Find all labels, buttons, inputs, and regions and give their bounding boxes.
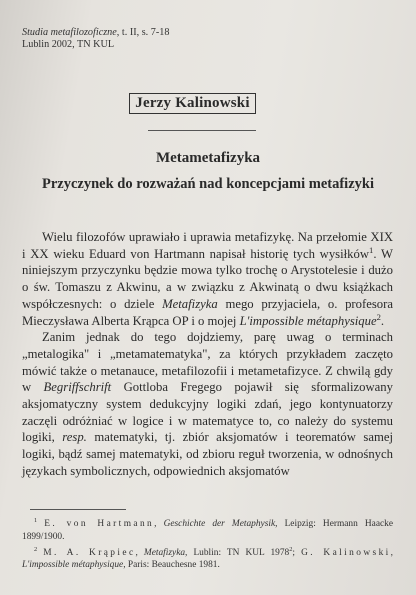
text-run: , Leipzig: Hermann Haacke 1899/1900.	[22, 519, 394, 542]
paragraph-2	[22, 329, 393, 479]
italic-title: Begriffschrift	[43, 380, 112, 395]
article-subtitle: Przyczynek do rozważań nad koncepcjami metafizyki	[42, 176, 374, 192]
journal-series: Studia metafilozoficzne	[22, 27, 117, 38]
footnote-author: E. von Hartmann	[44, 519, 155, 529]
footnote-number: 2	[34, 545, 38, 553]
text-run: ,	[390, 547, 394, 558]
text-run: . W niniejszym przyczynku będzie mowa tylko trochę o Arystotelesie i dużo o św. Tomaszu z Akwinu, a w związku z Akwinatą o dwu książkach współczesnych: o dziele	[22, 246, 393, 311]
article-title: Metametafizyka	[155, 150, 261, 166]
author-name: Jerzy Kalinowski	[129, 93, 256, 114]
author-underline-rule	[148, 130, 256, 131]
italic-term: resp.	[62, 430, 87, 445]
paragraph-1	[22, 229, 393, 329]
text-run: ,	[135, 547, 144, 558]
text-run: , Paris: Beauchesne 1981.	[123, 560, 220, 571]
text-run: Gottloba Fregego pojawił się sformalizowany aksjomatyczny system dedukcyjny logiki zdań, jego kontynuatorzy zaczęli odróżniać w logice i w matematyce to, co należy do systemu logiki,	[22, 380, 393, 445]
footnotes	[22, 518, 393, 575]
footnote-rule	[30, 509, 126, 510]
text-run: matematyki, tj. zbiór aksjomatów i teorematów samej logiki, bądź samej matematyki, od zbioru reguł tworzenia, w odnośnych językach symbolicznych, odpowiednich aksjomatów	[22, 430, 393, 478]
publisher-line: Lublin 2002, TN KUL	[22, 39, 115, 50]
footnote-number: 1	[34, 516, 38, 524]
footnote-author: G. Kalinowski	[301, 547, 391, 558]
footnote-work: Geschichte der Metaphysik	[163, 519, 276, 529]
text-run: Wielu filozofów uprawiało i uprawia metafizykę. Na przełomie XIX i XX wieku Eduard von Hartmann napisał historię tych wysiłków	[22, 230, 393, 261]
text-run: , Lublin: TN KUL 1978	[185, 547, 290, 558]
text-run: ,	[154, 519, 164, 529]
footnote-author: M. A. Krąpiec	[43, 547, 136, 558]
footnote-ref-2: 2	[376, 311, 381, 322]
footnote-ref-1: 1	[369, 244, 374, 255]
journal-header	[22, 27, 169, 51]
italic-title: L'impossible métaphysique	[239, 313, 377, 328]
article-body	[22, 229, 393, 480]
italic-title: Metafizyka	[162, 296, 218, 311]
edition-number: 2	[289, 545, 293, 553]
text-run: .	[380, 313, 385, 328]
footnote-1	[22, 518, 393, 544]
text-run: mego przyjaciela, o. profesora Mieczysława Alberta Krąpca OP i o mojej	[22, 296, 393, 328]
text-run: Zanim jednak do tego dojdziemy, parę uwag o terminach „metalogika" i „metamatematyka", za których przykładem zaczęto mówić także o metanauce, metafilozofii i metametafizyce. Z chwilą gdy w	[22, 330, 393, 395]
footnote-2	[22, 547, 393, 573]
footnote-work: L'impossible métaphysique	[22, 560, 124, 571]
footnote-work: Metafizyka	[143, 547, 186, 558]
text-run: ;	[292, 547, 302, 558]
volume-pages: , t. II, s. 7-18	[116, 27, 170, 38]
